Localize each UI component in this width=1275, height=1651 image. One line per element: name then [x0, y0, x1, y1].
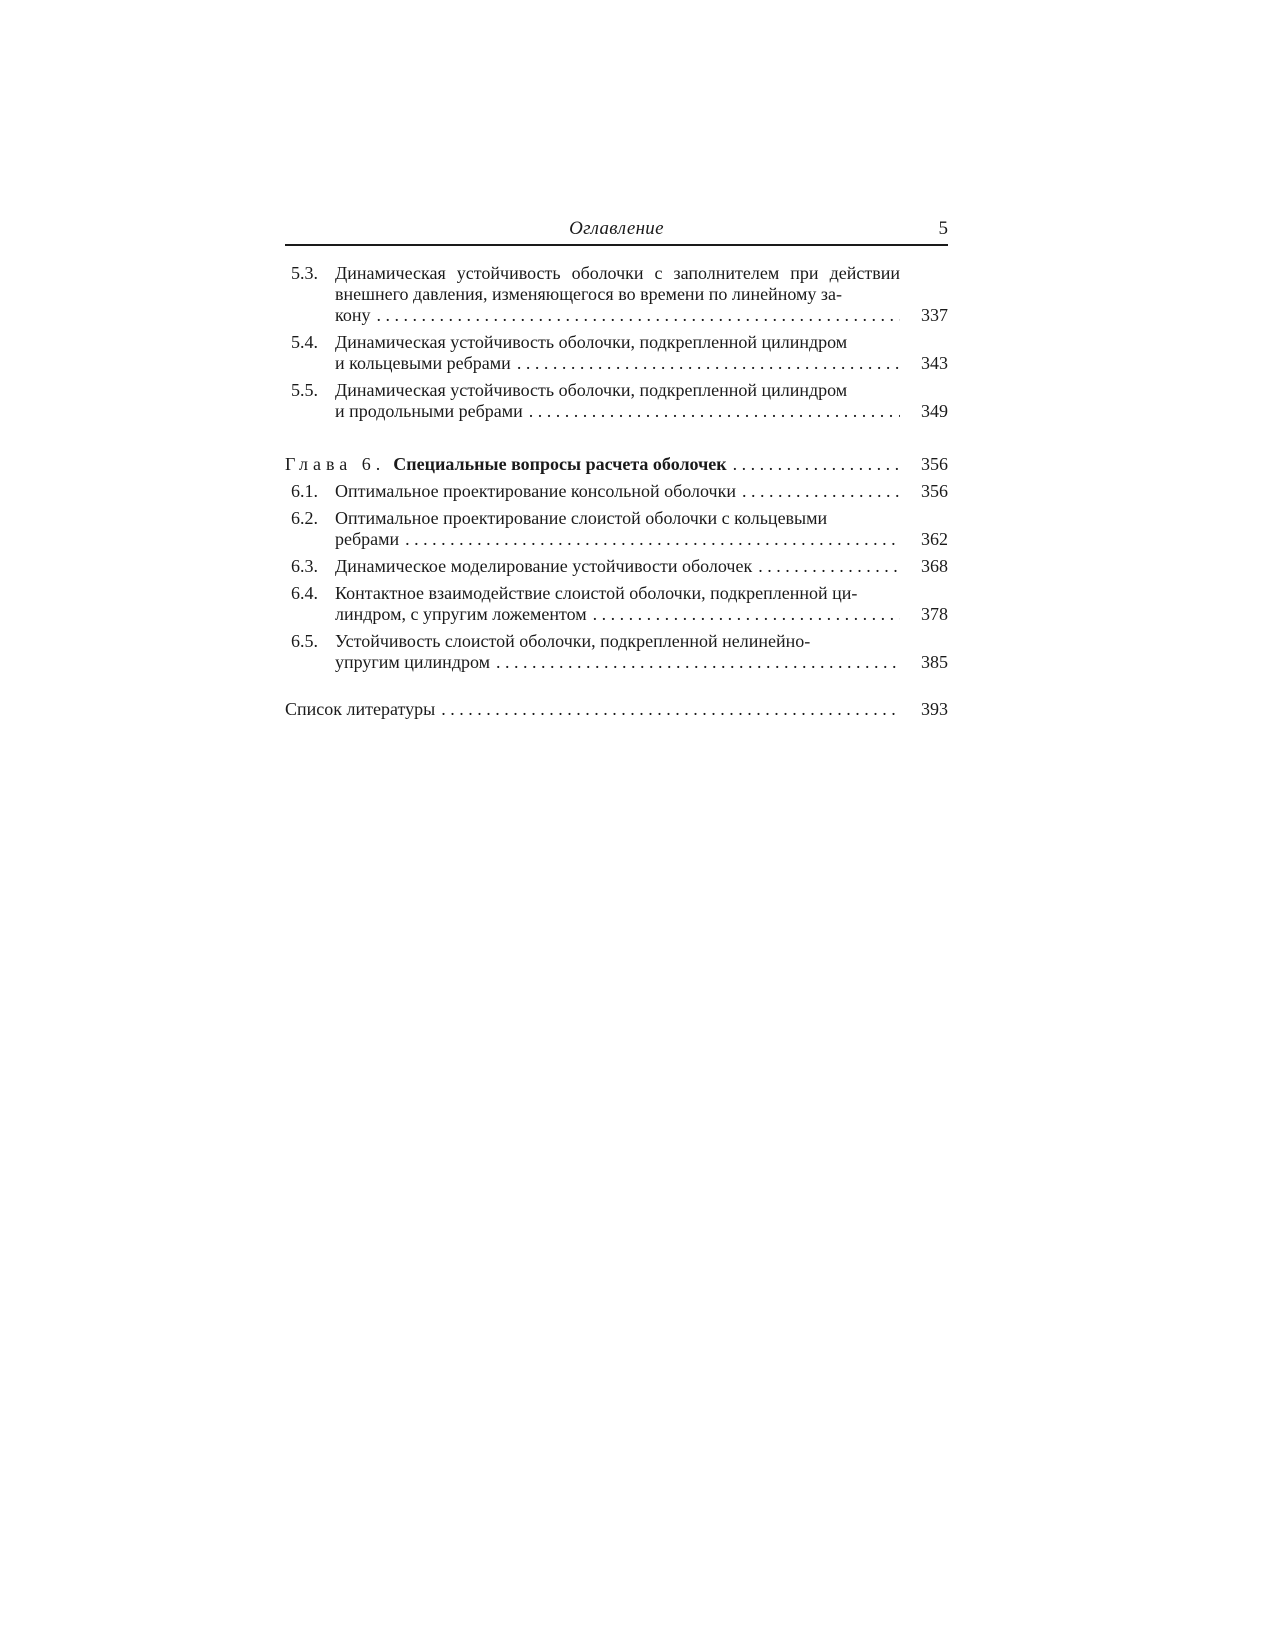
entry-text: Динамическая устойчивость оболочки, подкрепленной цилиндром — [335, 332, 848, 352]
entry-number: 5.4. — [291, 332, 318, 352]
toc-entry-6-3[interactable] — [285, 556, 948, 577]
toc-entry-6-2[interactable] — [285, 508, 948, 550]
toc-entry-5-5[interactable] — [285, 380, 948, 422]
dot-leader — [517, 353, 900, 374]
references-label: Список литературы — [285, 699, 436, 719]
entry-text-last: Динамическое моделирование устойчивости оболочек — [335, 556, 753, 576]
dot-leader — [758, 556, 900, 577]
header-title: Оглавление — [569, 218, 664, 239]
dot-leader — [405, 529, 900, 550]
entry-number: 6.1. — [291, 481, 318, 501]
entry-text-last: кону — [335, 305, 371, 325]
entry-text: Контактное взаимодействие слоистой оболочки, подкрепленной ци- — [335, 583, 858, 603]
entry-number: 6.3. — [291, 556, 318, 576]
entry-page: 356 — [921, 481, 948, 501]
entry-text-last: ребрами — [335, 529, 400, 549]
toc-entry-6-4[interactable] — [285, 583, 948, 625]
entry-page: 368 — [921, 556, 948, 576]
entry-number: 6.5. — [291, 631, 318, 651]
entry-page: 362 — [921, 529, 948, 549]
entry-page: 385 — [921, 652, 948, 672]
toc-chapter-6[interactable] — [285, 454, 948, 475]
entry-text: Динамическая устойчивость оболочки, подкрепленной цилиндром — [335, 380, 848, 400]
dot-leader — [733, 454, 900, 475]
dot-leader — [376, 305, 900, 326]
table-of-contents — [285, 263, 948, 726]
entry-text: Устойчивость слоистой оболочки, подкрепленной нелинейно- — [335, 631, 811, 651]
dot-leader — [441, 699, 900, 720]
entry-text-last: и кольцевыми ребрами — [335, 353, 511, 373]
toc-entry-6-1[interactable] — [285, 481, 948, 502]
entry-page: 343 — [921, 353, 948, 373]
entry-number: 5.3. — [291, 263, 318, 283]
dot-leader — [529, 401, 900, 422]
dot-leader — [496, 652, 900, 673]
entry-text-last: упругим цилиндром — [335, 652, 491, 672]
entry-number: 5.5. — [291, 380, 318, 400]
toc-entry-6-5[interactable] — [285, 631, 948, 673]
entry-text: Динамическая устойчивость оболочки с заполнителем при действии внешнего давления, изменяющегося во времени по линейному за- — [335, 263, 900, 304]
entry-number: 6.2. — [291, 508, 318, 528]
toc-entry-5-3[interactable] — [285, 263, 948, 326]
header-page-number: 5 — [938, 218, 948, 239]
chapter-prefix: Глава 6. — [285, 454, 386, 474]
entry-text: Оптимальное проектирование слоистой оболочки с кольцевыми — [335, 508, 828, 528]
entry-text-last: и продольными ребрами — [335, 401, 523, 421]
entry-text-last: линдром, с упругим ложементом — [335, 604, 587, 624]
dot-leader — [742, 481, 900, 502]
entry-page: 356 — [921, 454, 948, 474]
chapter-title: Специальные вопросы расчета оболочек — [393, 454, 727, 474]
entry-page: 349 — [921, 401, 948, 421]
entry-page: 337 — [921, 305, 948, 325]
dot-leader — [593, 604, 900, 625]
running-header — [285, 218, 948, 246]
entry-text-last: Оптимальное проектирование консольной оболочки — [335, 481, 736, 501]
entry-page: 393 — [921, 699, 948, 719]
entry-number: 6.4. — [291, 583, 318, 603]
toc-entry-5-4[interactable] — [285, 332, 948, 374]
entry-page: 378 — [921, 604, 948, 624]
toc-references[interactable] — [285, 699, 948, 720]
